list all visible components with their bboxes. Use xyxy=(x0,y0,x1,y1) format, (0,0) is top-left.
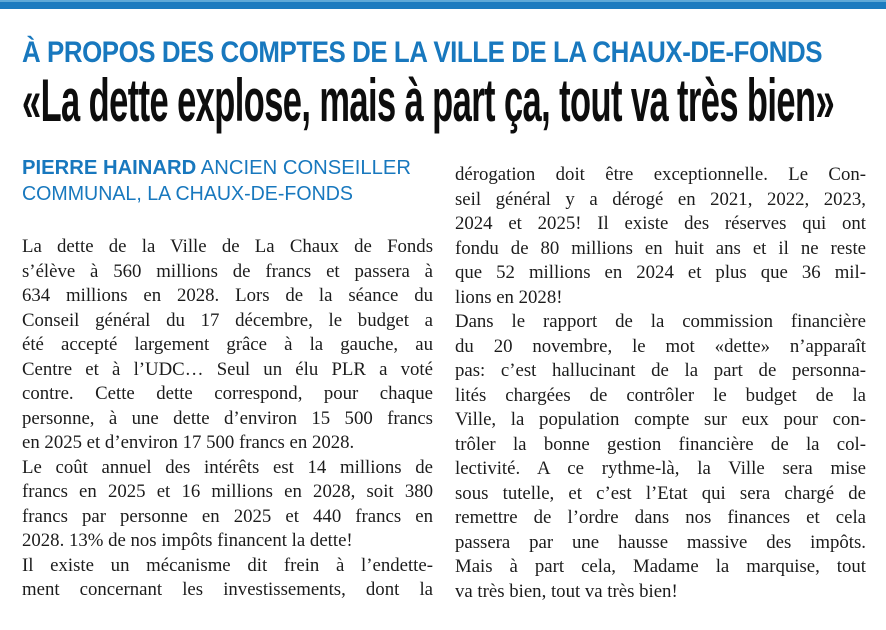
body-line: fondu de 80 millions en huit ans et il ne reste xyxy=(455,237,866,259)
body-text-right xyxy=(455,163,866,604)
top-accent-bar xyxy=(0,0,886,9)
body-line: Il existe un mécanisme dit frein à l’endette- xyxy=(22,554,433,576)
body-line: du 20 novembre, le mot «dette» n’apparaît xyxy=(455,335,866,357)
body-line: lions en 2028! xyxy=(455,286,563,308)
body-line: 634 millions en 2028. Lors de la séance du xyxy=(22,285,433,306)
byline-line-1-text xyxy=(22,155,411,181)
body-line: La dette de la Ville de La Chaux de Fonds xyxy=(22,236,433,257)
body-line: seil général y a dérogé en 2021, 2022, 2023, xyxy=(455,188,866,210)
body-line: Le coût annuel des intérêts est 14 millions de xyxy=(22,456,433,478)
body-line: pas: c’est hallucinant de la part de personna- xyxy=(455,360,866,381)
body-line: personne, à une dette d’environ 15 500 francs xyxy=(22,407,433,429)
body-text-left xyxy=(22,235,433,603)
body-line: Ville, la population compte sur eux pour con- xyxy=(455,409,866,430)
body-line: que 52 millions en 2024 et plus que 36 mil- xyxy=(455,262,866,283)
article-columns xyxy=(22,155,866,604)
byline-line-2 xyxy=(22,181,433,207)
article-column-right xyxy=(455,155,866,604)
body-line: francs par personne en 2025 et 440 francs en xyxy=(22,505,433,527)
body-line: s’élève à 560 millions de francs et passera à xyxy=(22,260,433,282)
kicker-row xyxy=(22,36,866,69)
body-line: 2024 et 2025! Il existe des réserves qui ont xyxy=(455,213,866,234)
body-line: passera par une hausse massive des impôts. xyxy=(455,531,866,553)
headline-row xyxy=(22,67,866,134)
body-line: lités chargées de contrôler le budget de la xyxy=(455,384,866,406)
body-line: contre. Cette dette correspond, pour chaque xyxy=(22,383,433,404)
body-line: été accepté largement grâce à la gauche, au xyxy=(22,334,433,355)
body-line: 2028. 13% de nos impôts financent la dette! xyxy=(22,530,353,551)
body-line: Dans le rapport de la commission financière xyxy=(455,311,866,332)
body-line: francs en 2025 et 16 millions en 2028, soit 380 xyxy=(22,481,433,502)
body-line: lectivité. A ce rythme-là, la Ville sera mise xyxy=(455,458,866,479)
body-line: ment concernant les investissements, dont la xyxy=(22,579,433,600)
article-column-left xyxy=(22,155,433,604)
byline-role-part2: COMMUNAL, LA CHAUX-DE-FONDS xyxy=(22,182,353,205)
byline-role-part1: ANCIEN CONSEILLER xyxy=(196,156,412,179)
body-line: sous tutelle, et c’est l’Etat qui sera chargé de xyxy=(455,482,866,504)
body-line: remettre de l’ordre dans nos finances et cela xyxy=(455,507,866,528)
kicker: À PROPOS DES COMPTES DE LA VILLE DE LA CHAUX-DE-FONDS xyxy=(22,36,823,69)
body-line: Centre et à l’UDC… Seul un élu PLR a voté xyxy=(22,358,433,380)
body-line: trôler la bonne gestion financière de la col- xyxy=(455,433,866,455)
byline-author-name: PIERRE HAINARD xyxy=(22,156,197,179)
body-line: va très bien, tout va très bien! xyxy=(455,580,678,602)
body-line: en 2025 et d’environ 17 500 francs en 2028. xyxy=(22,432,355,453)
article-page xyxy=(0,36,886,604)
byline-line-1 xyxy=(22,155,433,181)
body-line: dérogation doit être exceptionnelle. Le Con- xyxy=(455,164,866,185)
byline xyxy=(22,155,433,207)
body-line: Conseil général du 17 décembre, le budget a xyxy=(22,309,433,331)
headline: «La dette explose, mais à part ça, tout va très bien» xyxy=(22,67,835,134)
body-line: Mais à part cela, Madame la marquise, tout xyxy=(455,556,866,577)
